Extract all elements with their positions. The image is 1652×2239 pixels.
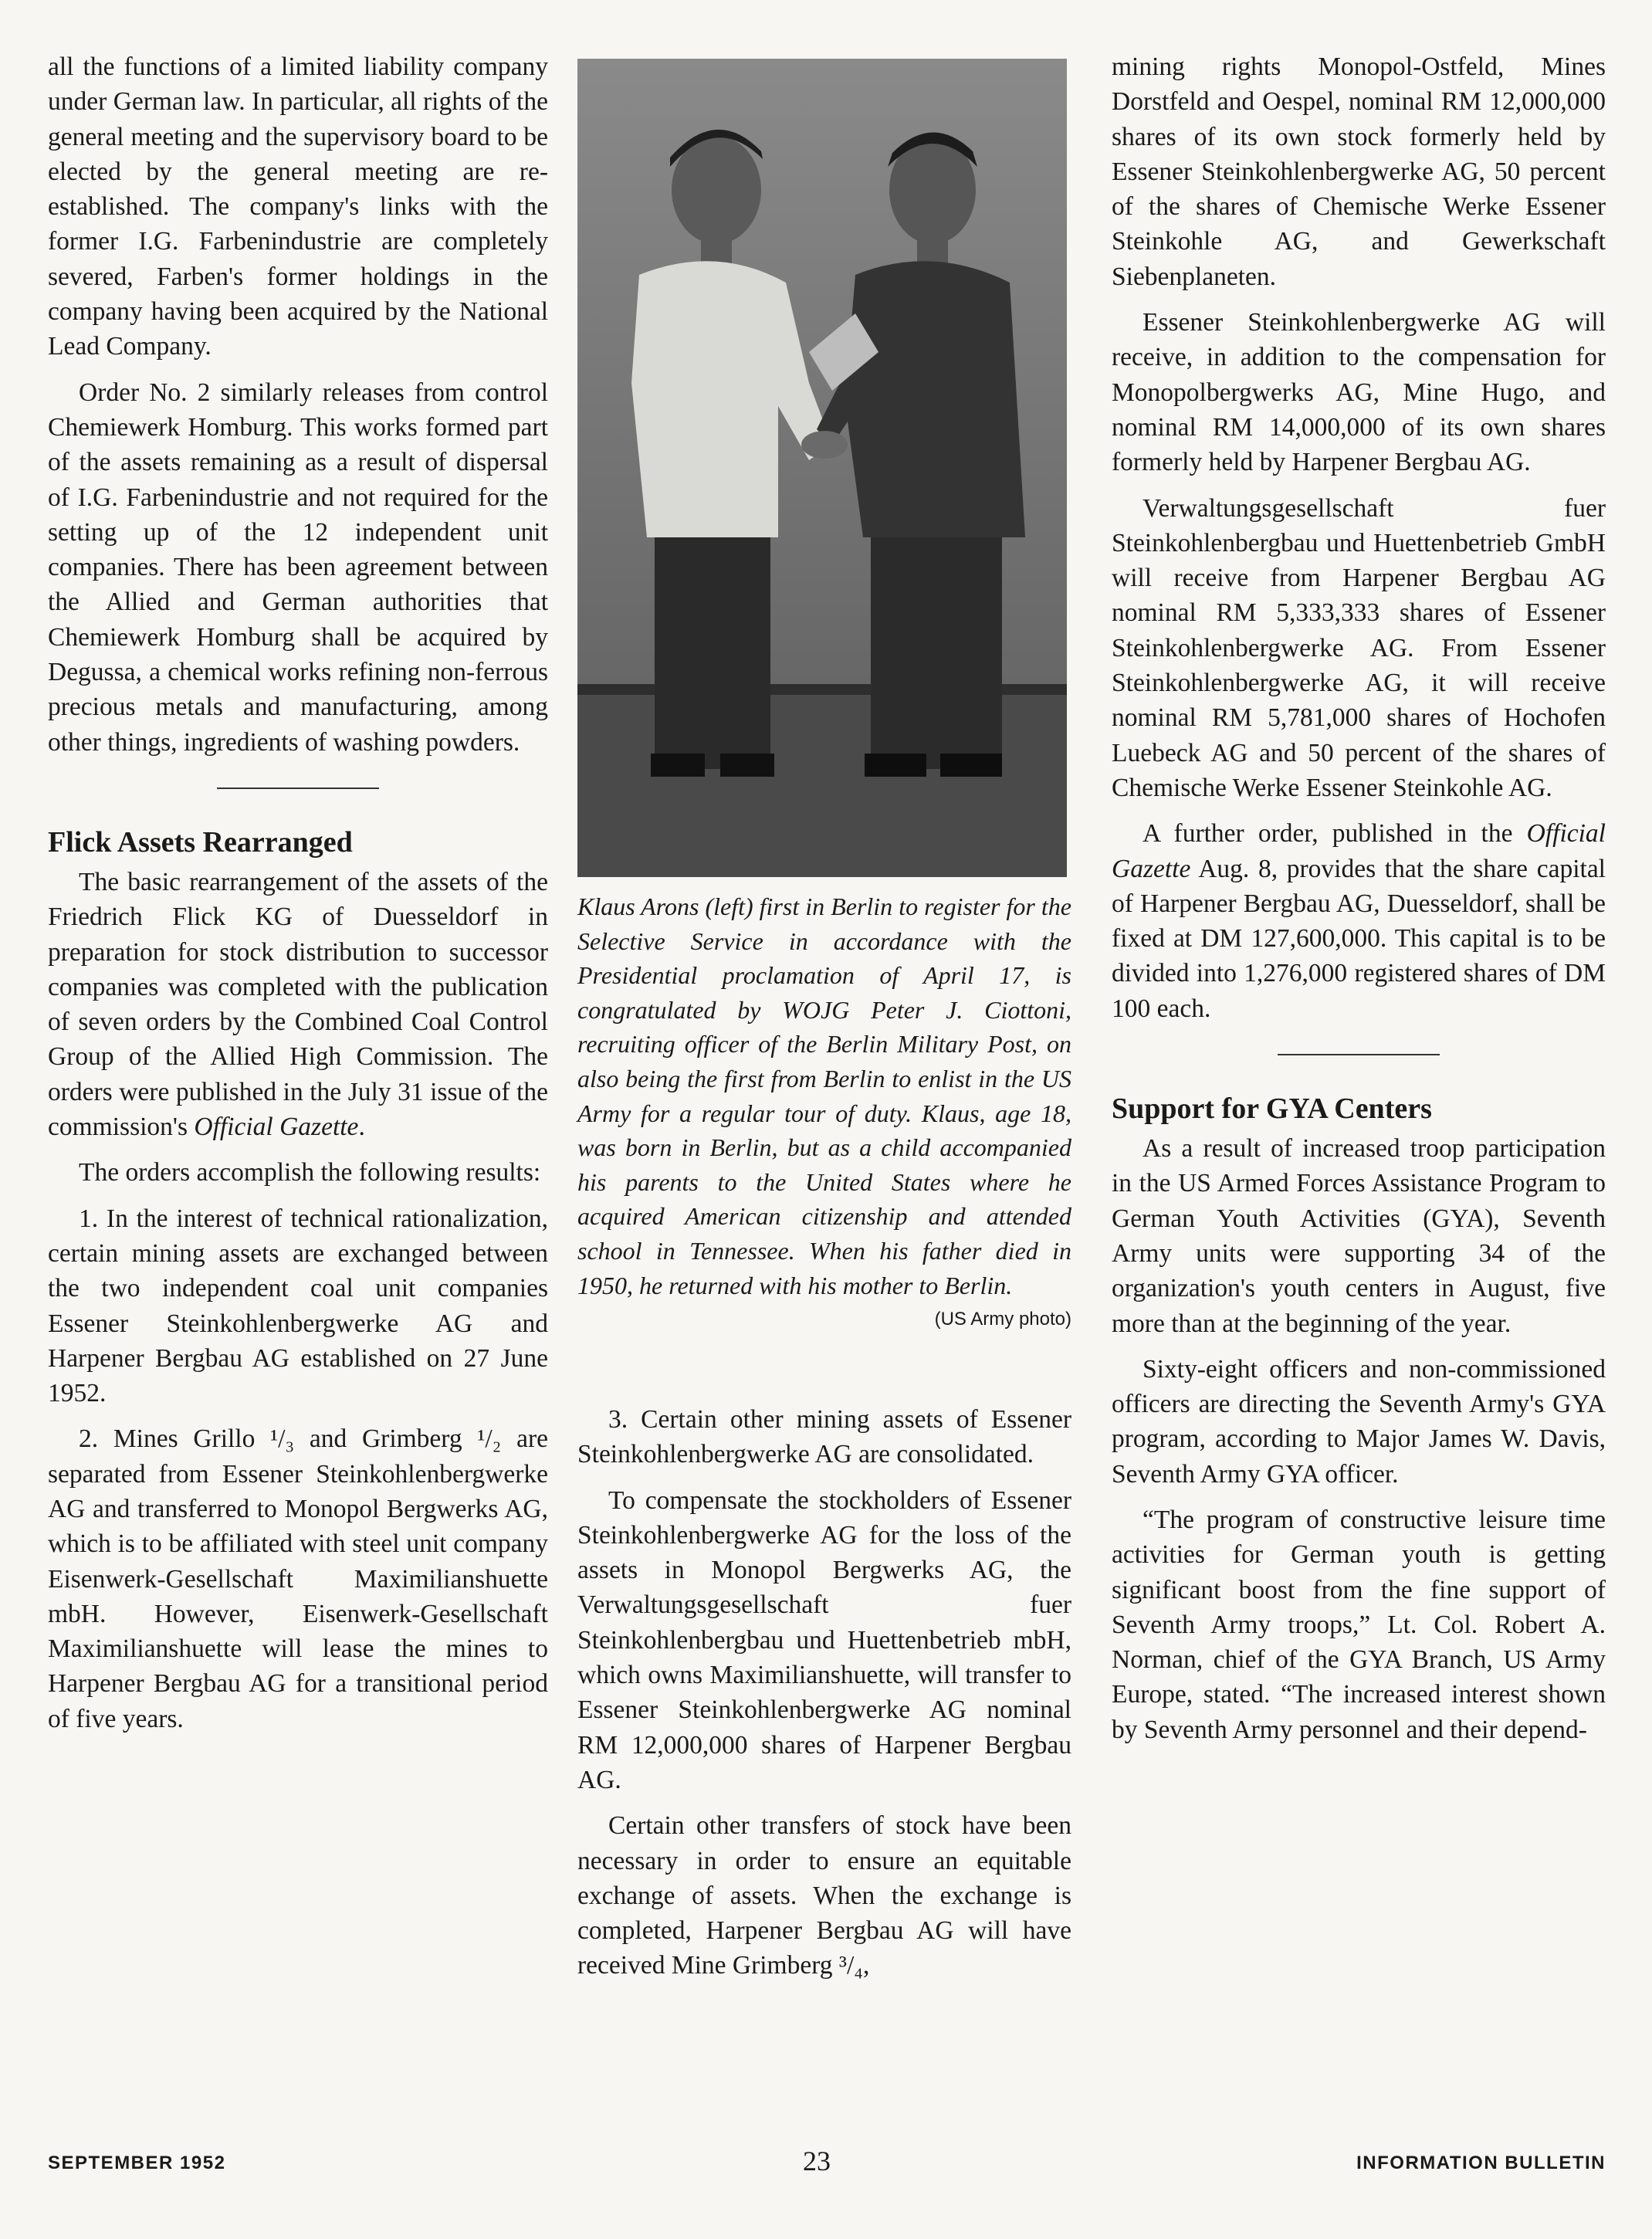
paragraph: The orders accomplish the following results: (79, 1158, 541, 1187)
paragraph: Order No. 2 similarly releases from control Chemiewerk Homburg. This works formed part of the assets remaining as a result of dispersal of I.G. Farbenindustrie and not required for the setting up of the 12 independent unit companies. There has been agreement between the Allied and German authorities that Chemiewerk Homburg shall be acquired by Degussa, a chemical works refining non-ferrous precious metals and manufacturing, among other things, ingredients of washing powders. (48, 378, 548, 757)
paragraph: To compensate the stockholders of Essener Steinkohlenbergwerke AG for the loss of the assets in Monopol Bergwerks AG, the Verwaltungsgesellschaft fuer Steinkohlenbergbau und Huettenbetrieb mbH, which owns Maximilianshuette, will transfer to Essener Steinkohlenbergwerke AG nominal RM 12,000,000 shares of Harpener Bergbau AG. (577, 1485, 1071, 1794)
paragraph: “The program of constructive leisure time activities for German youth is getting significant boost from the fine support of Seventh Army troops,” Lt. Col. Robert A. Norman, chief of the GYA Branch, US Army Europe, stated. “The increased interest shown by Seventh Army personnel and their depend- (1112, 1505, 1606, 1744)
section-divider (217, 788, 379, 789)
photo-handshake (577, 59, 1067, 877)
section-heading: Flick Assets Rearranged (48, 825, 353, 859)
paragraph: Certain other transfers of stock have been necessary in order to ensure an equitable exchange of assets. When the exchange is completed, Harpener Bergbau AG will have received Mine Grimberg ³/₄, (577, 1811, 1071, 1980)
photo-caption (577, 889, 1071, 1337)
paragraph: Verwaltungsgesellschaft fuer Steinkohlenbergbau und Huettenbetrieb GmbH will receive from Harpener Bergbau AG nominal RM 5,333,333 shares of Essener Steinkohlenbergwerke AG. From Essener Steinkohlenbergwerke AG, it will receive nominal RM 5,781,000 shares of Hochofen Luebeck AG and 50 percent of the shares of Chemische Werke Essener Steinkohle AG. (1112, 493, 1606, 802)
paragraph: Sixty-eight officers and non-commissioned officers are directing the Seventh Army's GYA program, according to Major James W. Davis, Seventh Army GYA officer. (1112, 1354, 1606, 1489)
column-right (1112, 49, 1606, 1758)
paragraph: 2. Mines Grillo ¹/₃ and Grimberg ¹/₂ are separated from Essener Steinkohlenbergwerke AG and transferred to Monopol Bergwerks AG, which is to be affiliated with steel unit company Eisenwerk-Gesellschaft Maximilianshuette mbH. However, Eisenwerk-Gesellschaft Maximilianshuette will lease the mines to Harpener Bergbau AG for a transitional period of five years. (48, 1424, 548, 1733)
caption-text: Klaus Arons (left) first in Berlin to register for the Selective Service in accordance with the Presidential proclamation of April 17, is congratulated by WOJG Peter J. Ciottoni, recruiting officer of the Berlin Military Post, on also being the first from Berlin to enlist in the US Army for a regular tour of duty. Klaus, age 18, was born in Berlin, but as a child accompanied his parents to the United States where he acquired American citizenship and attended school in Tennessee. When his father died in 1950, he returned with his mother to Berlin. (577, 893, 1071, 1299)
paragraph: As a result of increased troop participation in the US Armed Forces Assistance Program to German Youth Activities (GYA), Seventh Army units were supporting 34 of the organization's youth centers in August, five more than at the beginning of the year. (1112, 1134, 1606, 1338)
photo-illustration (577, 59, 1067, 877)
paragraph: The basic rearrangement of the assets of the Friedrich Flick KG of Duesseldorf in preparation for stock distribution to successor companies was completed with the publication of seven orders by the Combined Coal Control Group of the Allied High Commission. The orders were published in the July 31 issue of the commission's Official Gazette. (48, 867, 548, 1142)
column-middle (577, 1402, 1071, 1994)
footer-date: SEPTEMBER 1952 (48, 2153, 226, 2173)
paragraph: 3. Certain other mining assets of Essener Steinkohlenbergwerke AG are consolidated. (577, 1405, 1071, 1469)
column-left (48, 49, 548, 1747)
page-number: 23 (803, 2146, 831, 2176)
section-divider (1278, 1054, 1440, 1055)
footer-publication: INFORMATION BULLETIN (1356, 2153, 1606, 2173)
photo-credit: (US Army photo) (934, 1309, 1071, 1330)
paragraph: Essener Steinkohlenbergwerke AG will receive, in addition to the compensation for Monopolbergwerks AG, Mine Hugo, and nominal RM 14,000,000 of its own shares formerly held by Harpener Bergbau AG. (1112, 308, 1606, 477)
paragraph: 1. In the interest of technical rationalization, certain mining assets are exchanged between the two independent coal unit companies Essener Steinkohlenbergwerke AG and Harpener Bergbau AG established on 27 June 1952. (48, 1204, 548, 1408)
paragraph: mining rights Monopol-Ostfeld, Mines Dorstfeld and Oespel, nominal RM 12,000,000 shares of its own stock formerly held by Essener Steinkohlenbergwerke AG, 50 percent of the shares of Chemische Werke Essener Steinkohle AG, and Gewerkschaft Siebenplaneten. (1112, 53, 1606, 291)
paragraph: all the functions of a limited liability company under German law. In particular, all rights of the general meeting and the supervisory board to be elected by the general meeting are re-established. The company's links with the former I.G. Farbenindustrie are completely severed, Farben's former holdings in the company having been acquired by the National Lead Company. (48, 53, 548, 361)
section-heading: Support for GYA Centers (1112, 1092, 1432, 1126)
paragraph: A further order, published in the Official Gazette Aug. 8, provides that the share capital of Harpener Bergbau AG, Duesseldorf, shall be fixed at DM 127,600,000. This capital is to be divided into 1,276,000 registered shares of DM 100 each. (1112, 819, 1606, 1023)
